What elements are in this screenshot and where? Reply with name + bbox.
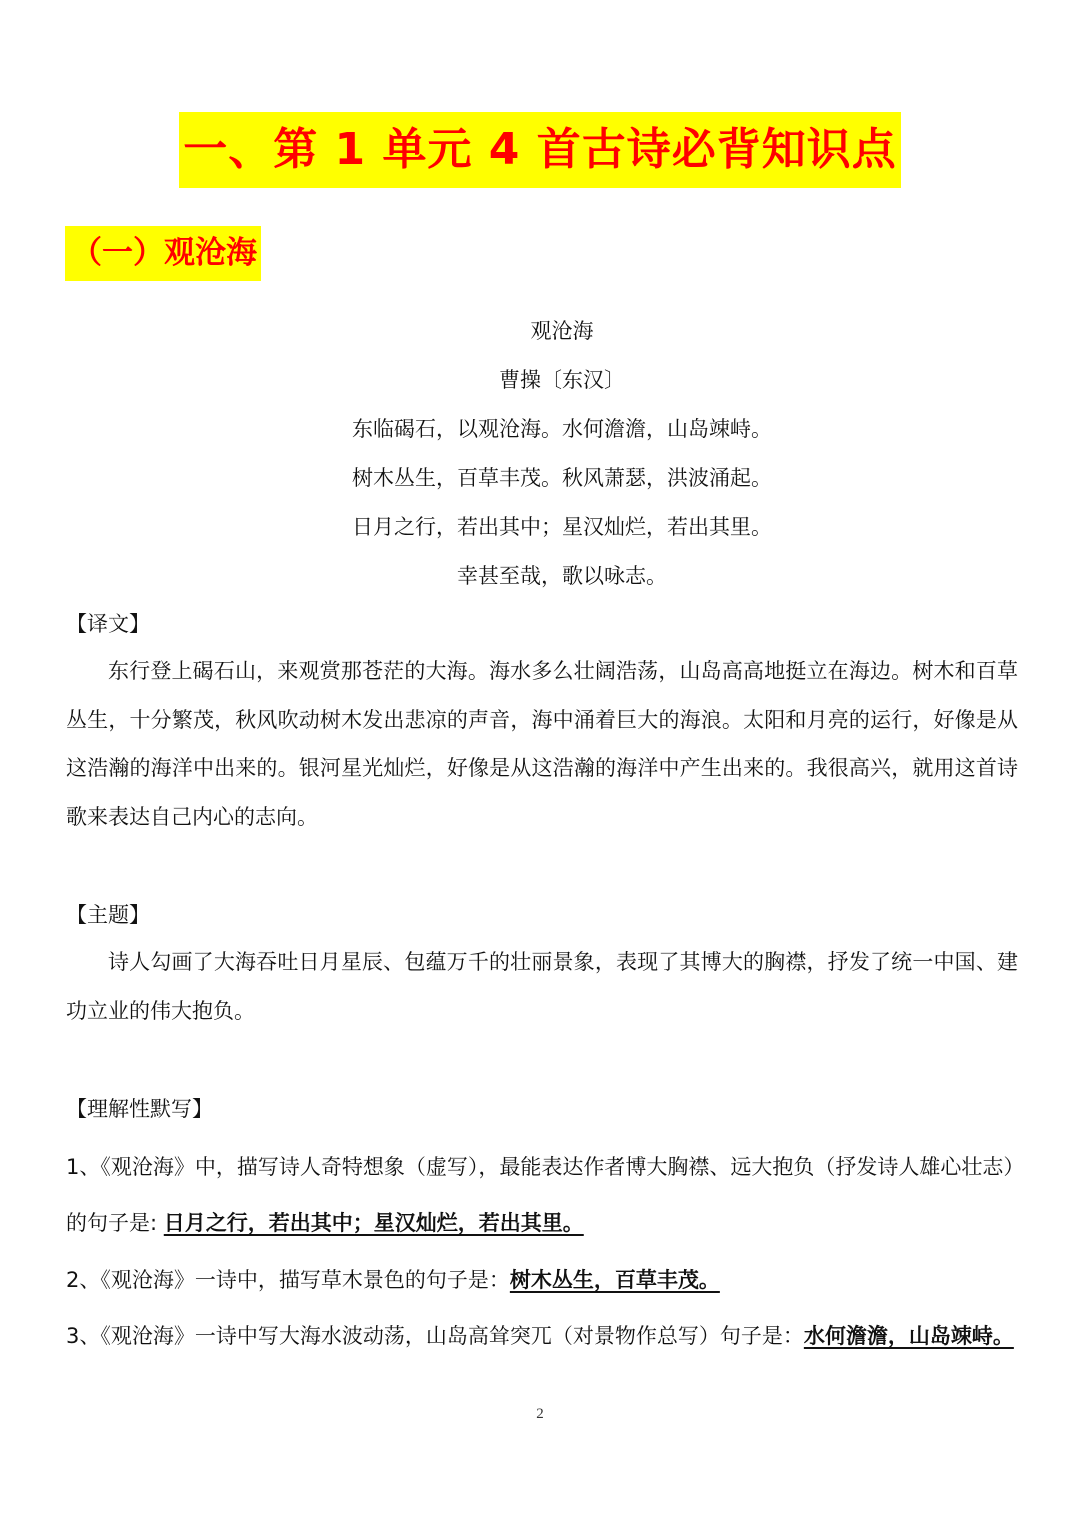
dictation-question: 2、《观沧海》一诗中，描写草木景色的句子是： (66, 1268, 510, 1292)
page-title: 一、第 1 单元 4 首古诗必背知识点 (179, 112, 901, 188)
poem-author: 曹操〔东汉〕 (499, 368, 625, 392)
dictation-item-1 (66, 1139, 1018, 1251)
dictation-answer: 树木丛生，百草丰茂。 (509, 1268, 720, 1292)
page-number: 2 (536, 1406, 544, 1422)
section-heading: （一）观沧海 (65, 226, 261, 281)
dictation-answer: 水何澹澹，山岛竦峙。 (803, 1324, 1014, 1348)
dictation-item-2 (66, 1252, 1018, 1308)
title-wrapper (0, 112, 1080, 188)
dictation-question: 1、《观沧海》中，描写诗人奇特想象（虚写），最能表达作者博大胸襟、远大抱负（抒发诗人雄心壮志）的句子是: (66, 1155, 1014, 1235)
poem-line: 日月之行，若出其中；星汉灿烂，若出其里。 (352, 515, 772, 539)
theme-label: 【主题】 (66, 903, 150, 927)
theme-text: 诗人勾画了大海吞吐日月星辰、包蕴万千的壮丽景象，表现了其博大的胸襟，抒发了统一中国、建功立业的伟大抱负。 (66, 950, 1018, 1023)
translation-text: 东行登上碣石山，来观赏那苍茫的大海。海水多么壮阔浩荡，山岛高高地挺立在海边。树木和百草丛生，十分繁茂，秋风吹动树木发出悲凉的声音，海中涌着巨大的海浪。太阳和月亮的运行，好像是从这浩瀚的海洋中出来的。银河星光灿烂，好像是从这浩瀚的海洋中产生出来的。我很高兴，就用这首诗歌来表达自己内心的志向。 (66, 659, 1018, 829)
poem-line: 东临碣石，以观沧海。水何澹澹，山岛竦峙。 (352, 417, 772, 441)
poem-line: 树木丛生，百草丰茂。秋风萧瑟，洪波涌起。 (352, 466, 772, 490)
dictation-item-3 (66, 1308, 1018, 1364)
dictation-answer: 日月之行，若出其中；星汉灿烂，若出其里。 (163, 1211, 584, 1235)
translation-label: 【译文】 (66, 612, 150, 636)
dictation-question: 3、《观沧海》一诗中写大海水波动荡，山岛高耸突兀（对景物作总写）句子是： (66, 1324, 804, 1348)
poem-title: 观沧海 (530, 319, 594, 343)
poem-line: 幸甚至哉，歌以咏志。 (457, 564, 667, 588)
dictation-label: 【理解性默写】 (66, 1097, 213, 1121)
